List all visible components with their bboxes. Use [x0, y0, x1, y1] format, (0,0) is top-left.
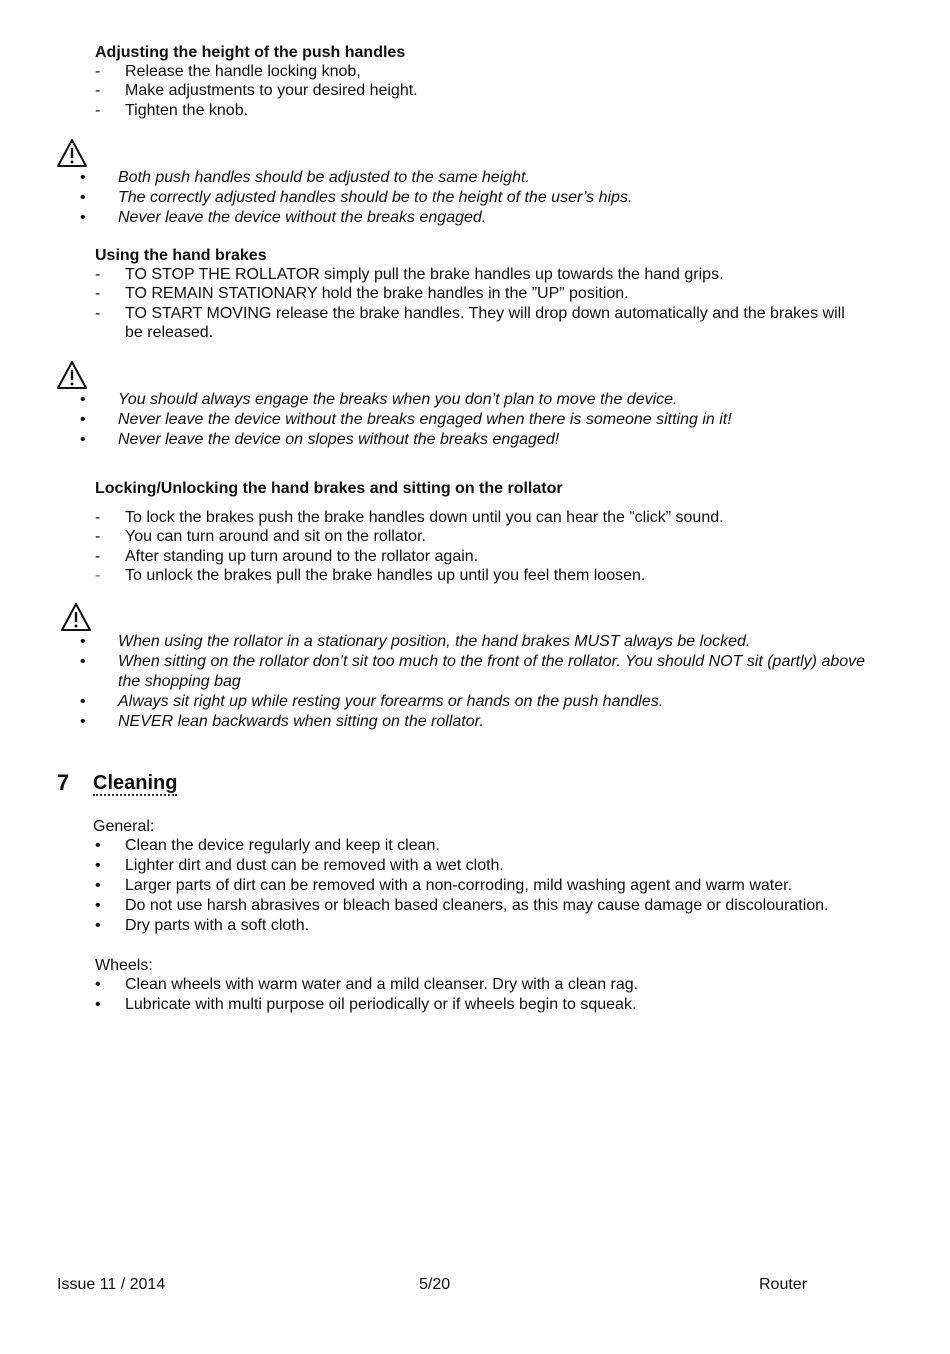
footer-product-name: Router [759, 1276, 808, 1293]
section-title-cleaning: Cleaning [93, 772, 178, 794]
list-item: • When using the rollator in a stationary position, the hand brakes MUST always be locked. [80, 633, 751, 650]
heading-hand-brakes: Using the hand brakes [95, 247, 267, 264]
locking-steps-list [95, 508, 875, 586]
list-item: • Dry parts with a soft cloth. [95, 917, 310, 934]
list-item: • Both push handles should be adjusted to the same height. [80, 169, 530, 186]
list-item: - You can turn around and sit on the rollator. [95, 528, 426, 546]
list-item: - To unlock the brakes pull the brake handles up until you feel them loosen. [95, 567, 646, 585]
list-item: • When sitting on the rollator don’t sit too much to the front of the rollator. You should NOT sit (partly) above the shopping bag [80, 653, 866, 690]
general-label: General: [93, 818, 155, 835]
warning-triangle-icon [60, 602, 92, 632]
list-item: • The correctly adjusted handles should be to the height of the user’s hips. [80, 189, 633, 206]
list-item: - Tighten the knob. [95, 101, 249, 119]
list-item: • Always sit right up while resting your forearms or hands on the push handles. [80, 693, 664, 710]
list-item: - TO START MOVING release the brake handles. They will drop down automatically and the brakes will be released. [95, 304, 845, 342]
list-item: - Release the handle locking knob, [95, 63, 361, 80]
list-item: • Never leave the device without the breaks engaged. [80, 209, 487, 226]
list-item: - TO REMAIN STATIONARY hold the brake handles in the ”UP” position. [95, 285, 629, 303]
warning-triangle-icon [56, 360, 88, 390]
list-item: • You should always engage the breaks when you don’t plan to move the device. [80, 391, 678, 408]
heading-adjusting-height: Adjusting the height of the push handles [95, 44, 406, 61]
height-warnings-list [80, 168, 878, 228]
sitting-warnings-list [80, 632, 878, 732]
list-item: • Larger parts of dirt can be removed with a non-corroding, mild washing agent and warm water. [95, 877, 793, 894]
wheels-cleaning-list [95, 975, 895, 1015]
list-item: • Lubricate with multi purpose oil periodically or if wheels begin to squeak. [95, 996, 637, 1013]
list-item: • Clean the device regularly and keep it clean. [95, 837, 440, 854]
footer-issue: Issue 11 / 2014 [57, 1276, 166, 1293]
list-item: - After standing up turn around to the rollator again. [95, 547, 479, 565]
footer-page-number: 5/20 [419, 1276, 451, 1293]
section-number: 7 [57, 770, 70, 795]
list-item: • Clean wheels with warm water and a mild cleanser. Dry with a clean rag. [95, 976, 639, 993]
list-item: • NEVER lean backwards when sitting on the rollator. [80, 713, 484, 730]
brake-warnings-list [80, 390, 878, 450]
brake-steps-list [95, 265, 855, 343]
list-item: • Never leave the device on slopes without the breaks engaged! [80, 431, 560, 448]
heading-locking-unlocking: Locking/Unlocking the hand brakes and sitting on the rollator [95, 480, 563, 497]
adjust-steps-list [95, 62, 875, 120]
list-item: - Make adjustments to your desired height. [95, 82, 418, 100]
list-item: - To lock the brakes push the brake handles down until you can hear the ”click” sound. [95, 509, 724, 526]
list-item: • Never leave the device without the breaks engaged when there is someone sitting in it! [80, 411, 732, 428]
wheels-label: Wheels: [95, 957, 153, 974]
list-item: - TO STOP THE ROLLATOR simply pull the brake handles up towards the hand grips. [95, 266, 724, 283]
list-item: • Do not use harsh abrasives or bleach based cleaners, as this may cause damage or discolouration. [95, 897, 829, 914]
warning-triangle-icon [56, 138, 88, 168]
general-cleaning-list [95, 836, 895, 936]
list-item: • Lighter dirt and dust can be removed with a wet cloth. [95, 857, 504, 874]
